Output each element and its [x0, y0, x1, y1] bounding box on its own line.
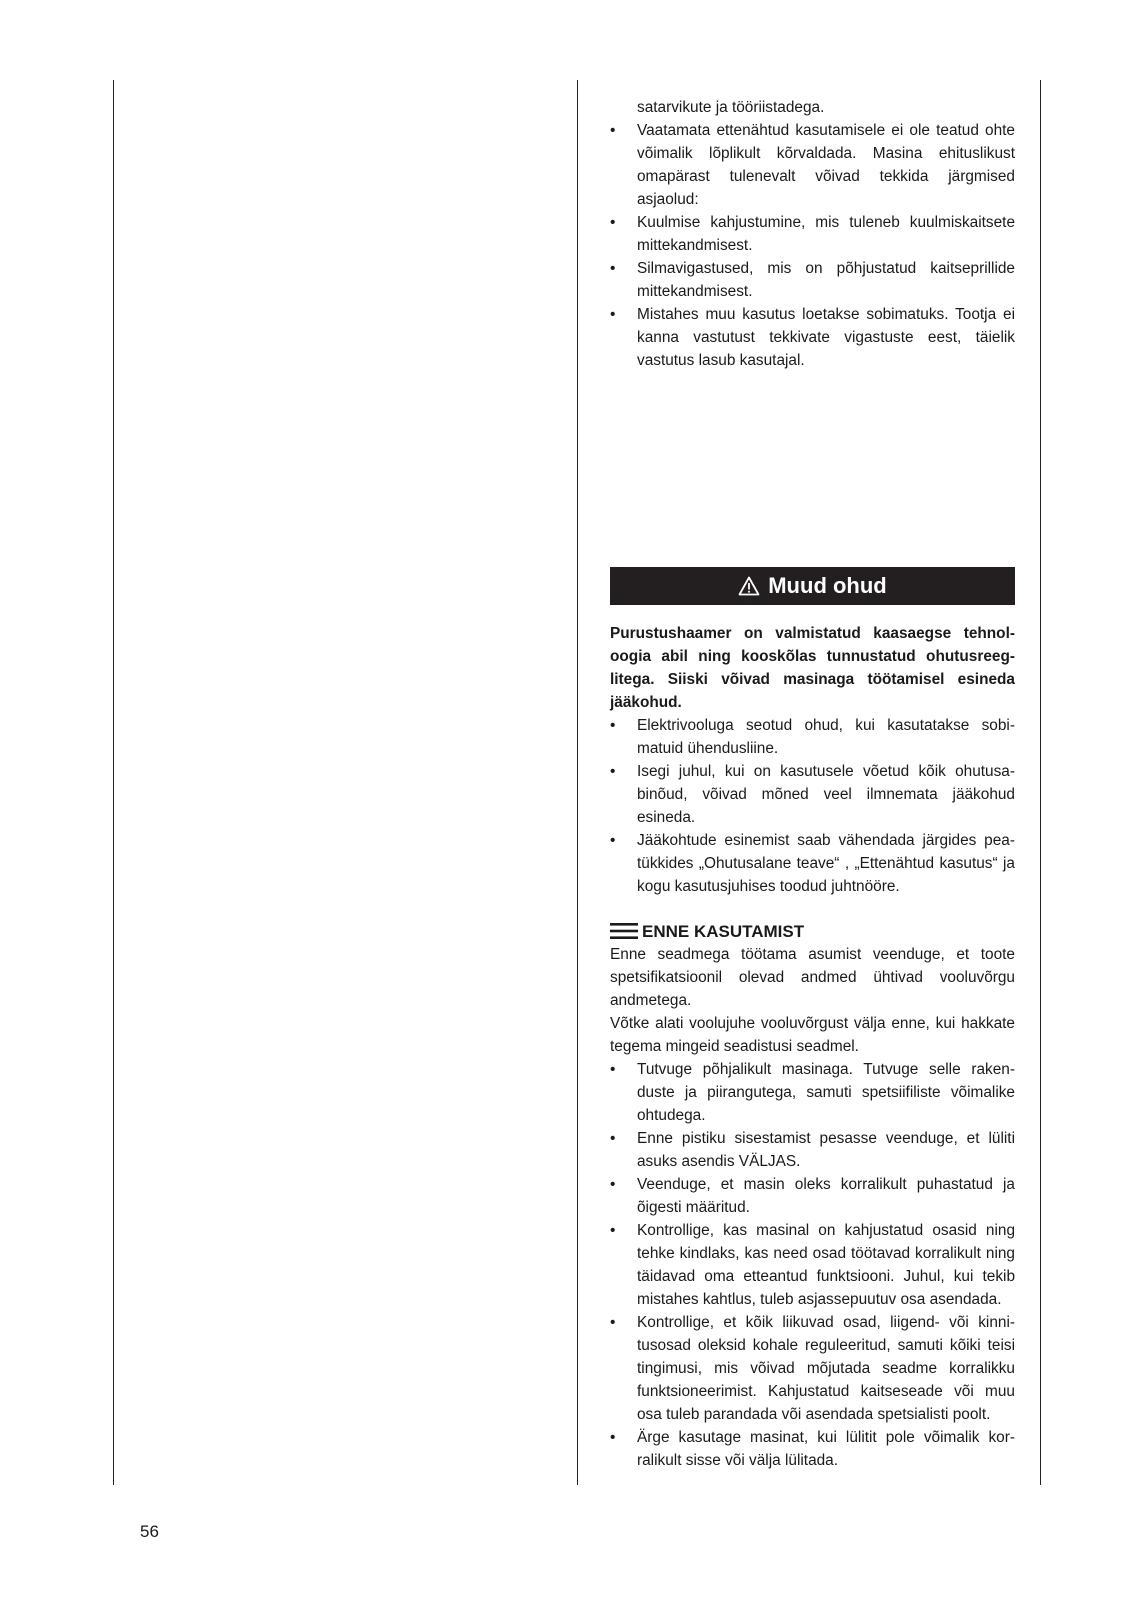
list-item-text: Kontrollige, kas masinal on kahjustatud osasid ning tehke kindlaks, kas need osad töötavad korralikult ning täidavad oma etteantud funktsiooni. Juhul, kui tekib mistahes kahtlus, tuleb asjassepuutuv osa asendada. — [637, 1222, 1015, 1308]
list-item-text: Isegi juhul, kui on kasutusele võetud kõik ohutusabinõud, võivad mõned veel ilmnemata jääkohud esineda. — [637, 763, 1015, 826]
bullet-mark: • — [610, 214, 616, 231]
paragraph: Võtke alati voolujuhe vooluvõrgust välja enne, kui hakkate tegema mingeid seadistusi seadmel. — [610, 1015, 1015, 1055]
bullet-mark: • — [610, 1222, 616, 1239]
right-margin-rule — [1040, 80, 1041, 1485]
section-heading — [610, 919, 1015, 943]
bullet-mark: • — [610, 122, 616, 139]
top-bullet-list — [610, 119, 1015, 372]
before-use-bullet-list — [610, 1058, 1015, 1472]
center-column-rule — [577, 80, 578, 1485]
warning-triangle-icon — [738, 576, 760, 596]
list-item — [610, 303, 1015, 372]
list-item-text: Elektrivooluga seotud ohud, kui kasutatakse sobimatuid ühendusliine. — [637, 717, 1015, 757]
paragraph: Enne seadmega töötama asumist veenduge, et toote spetsifikatsioonil olevad andmed ühtivad vooluvõrgu andmetega. — [610, 946, 1015, 1009]
list-item-text: Vaatamata ettenähtud kasutamisele ei ole teatud ohte võimalik lõplikult kõrvaldada. Masina ehituslikust omapärast tulenevalt võivad tekkida järgmised asjaolud: — [637, 122, 1015, 208]
bullet-mark: • — [610, 763, 616, 780]
list-item-text: Mistahes muu kasutus loetakse sobimatuks. Tootja ei kanna vastutust tekkivate vigastuste eest, täielik vastutus lasub kasutajal. — [637, 306, 1015, 369]
list-item-text: Kontrollige, et kõik liikuvad osad, liigend- või kinnitusosad oleksid kohale reguleeritud, samuti kõiki teisi tingimusi, mis võivad mõjutada seadme korralikku funktsioneerimist. Kahjustatud kaitseseade või muu osa tuleb parandada või asendada spetsialisti poolt. — [637, 1314, 1015, 1423]
bullet-mark: • — [610, 1061, 616, 1078]
list-item — [610, 714, 1015, 760]
menu-lines-icon — [610, 922, 638, 940]
list-item-text: Silmavigastused, mis on põhjustatud kaitseprillide mittekandmisest. — [637, 260, 1015, 300]
bullet-mark: • — [610, 306, 616, 323]
list-item-text: Veenduge, et masin oleks korralikult puhastatud ja õigesti määritud. — [637, 1176, 1015, 1216]
list-item — [610, 760, 1015, 829]
before-use-section — [610, 919, 1015, 1472]
section-banner — [610, 567, 1015, 605]
list-item — [610, 1311, 1015, 1426]
list-item — [610, 1127, 1015, 1173]
bullet-mark: • — [610, 832, 616, 849]
list-item — [610, 829, 1015, 898]
bullet-mark: • — [610, 717, 616, 734]
banner-title: Muud ohud — [768, 573, 887, 598]
continuation-text: satarvikute ja tööriistadega. — [637, 99, 825, 116]
list-item — [610, 1058, 1015, 1127]
page-number: 56 — [140, 1522, 159, 1541]
list-item — [610, 119, 1015, 211]
list-item-text: Tutvuge põhjalikult masinaga. Tutvuge selle rakenduste ja piirangutega, samuti spetsiifiliste võimalike ohtudega. — [637, 1061, 1015, 1124]
left-margin-rule — [113, 80, 114, 1485]
bullet-mark: • — [610, 1130, 616, 1147]
list-item — [610, 257, 1015, 303]
bullet-mark: • — [610, 260, 616, 277]
list-item-text: Enne pistiku sisestamist pesasse veenduge, et lüliti asuks asendis VÄLJAS. — [637, 1130, 1015, 1170]
list-item — [610, 211, 1015, 257]
list-item-text: Ärge kasutage masinat, kui lülitit pole võimalik korralikult sisse või välja lülitada. — [637, 1429, 1015, 1469]
list-item — [610, 1426, 1015, 1472]
intro-paragraph: Purustushaamer on valmistatud kaasaegse tehnoloogia abil ning kooskõlas tunnustatud ohutusreeglitega. Siiski võivad masinaga töötamisel esineda jääkohud. — [610, 625, 1015, 711]
list-item-text: Jääkohtude esinemist saab vähendada järgides peatükkides „Ohutusalane teave“ , „Ettenähtud kasutus“ ja kogu kasutusjuhises toodud juhtnööre. — [637, 832, 1015, 895]
list-item — [610, 1173, 1015, 1219]
list-item — [610, 1219, 1015, 1311]
other-hazards-section — [610, 622, 1015, 898]
heading-text: ENNE KASUTAMIST — [642, 921, 805, 941]
hazards-bullet-list — [610, 714, 1015, 898]
top-section — [610, 96, 1015, 372]
bullet-mark: • — [610, 1176, 616, 1193]
bullet-mark: • — [610, 1314, 616, 1331]
bullet-mark: • — [610, 1429, 616, 1446]
list-item-text: Kuulmise kahjustumine, mis tuleneb kuulmiskaitsete mittekandmisest. — [637, 214, 1015, 254]
